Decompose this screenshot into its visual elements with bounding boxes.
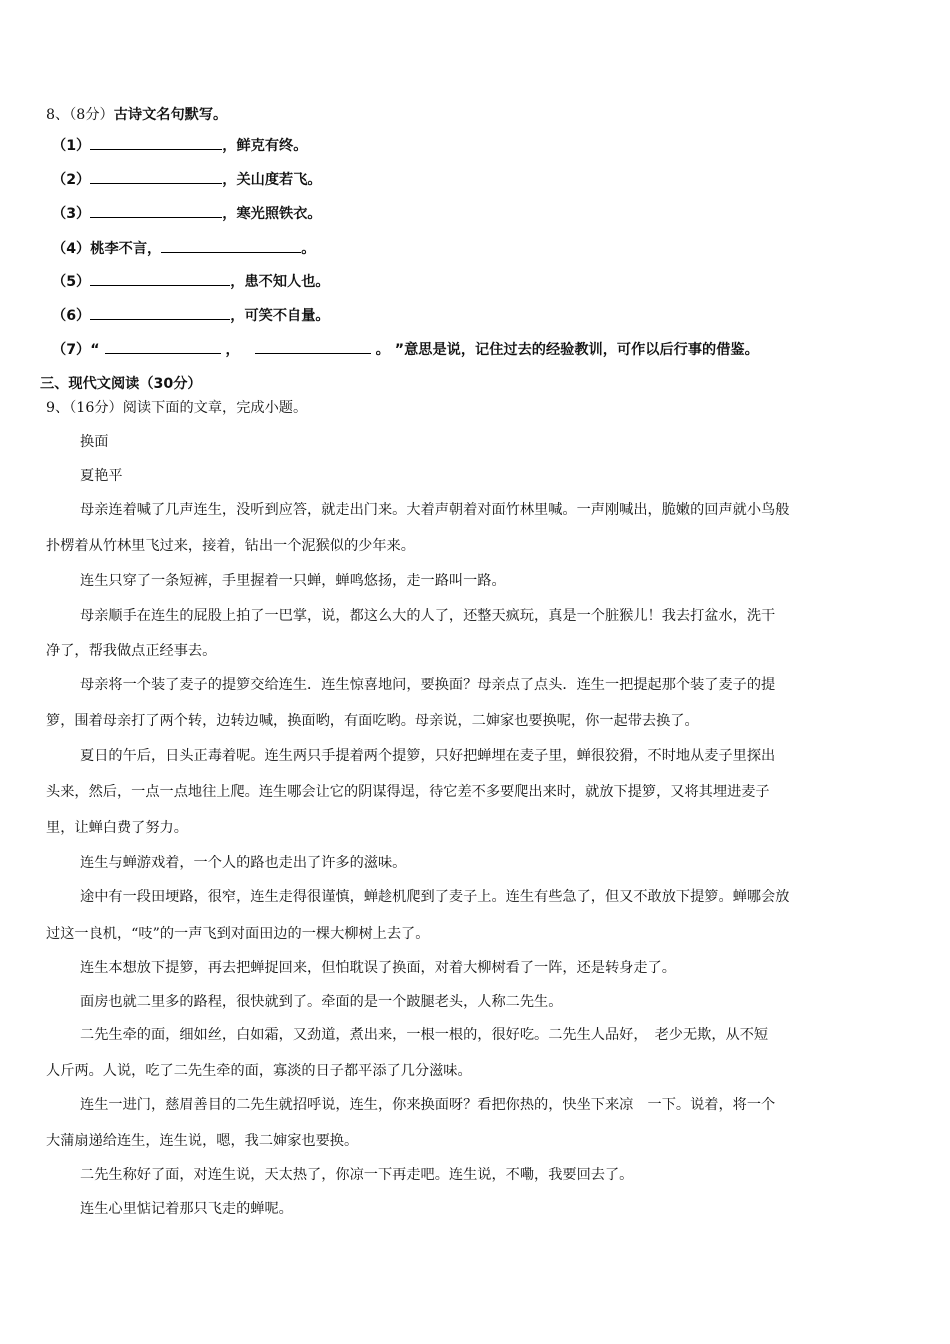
article-author: 夏艳平 xyxy=(80,468,123,484)
answer-blank[interactable] xyxy=(161,238,301,253)
article-line: 人斤两。人说，吃了二先生牵的面，寡淡的日子都平添了几分滋味。 xyxy=(46,1063,472,1079)
article-line: 二先生牵的面，细如丝，白如霜，又劲道，煮出来，一根一根的，很好吃。二先生人品好， 老少无欺，从不短 xyxy=(80,1027,769,1043)
answer-blank[interactable] xyxy=(105,339,221,354)
article-line: 箩，围着母亲打了两个转，边转边喊，换面哟，有面吃哟。母亲说，二婶家也要换呢，你一起带去换了。 xyxy=(46,713,699,729)
article-line: 扑楞着从竹林里飞过来，接着，钻出一个泥猴似的少年来。 xyxy=(46,538,415,554)
section-title: 三、现代文阅读（30分） xyxy=(40,376,202,392)
q8-header xyxy=(46,104,227,126)
article-line: 连生一进门，慈眉善目的二先生就招呼说，连生，你来换面呀？看把你热的，快坐下来凉 一下。说着，将一个 xyxy=(80,1097,776,1113)
q8-item-7: （7）“ ， 。 ”意思是说，记住过去的经验教训，可作以后行事的借鉴。 xyxy=(52,339,759,361)
answer-blank[interactable] xyxy=(90,135,222,150)
answer-blank[interactable] xyxy=(255,339,371,354)
q9-intro: 9、（16分）阅读下面的文章，完成小题。 xyxy=(46,400,308,416)
article-line: 二先生称好了面，对连生说，天太热了，你凉一下再走吧。连生说，不嘞，我要回去了。 xyxy=(80,1167,634,1183)
q8-item-4: （4）桃李不言， 。 xyxy=(52,238,315,260)
article-title: 换面 xyxy=(80,434,109,450)
q8-title: 古诗文名句默写。 xyxy=(113,107,228,123)
article-line: 连生只穿了一条短裤，手里握着一只蝉，蝉鸣悠扬，走一路叫一路。 xyxy=(80,573,506,589)
answer-blank[interactable] xyxy=(90,169,222,184)
article-line: 连生心里惦记着那只飞走的蝉呢。 xyxy=(80,1201,293,1217)
answer-blank[interactable] xyxy=(90,203,222,218)
article-line: 头来，然后，一点一点地往上爬。连生哪会让它的阴谋得逞，待它差不多要爬出来时，就放下提箩，又将其埋进麦子 xyxy=(46,784,770,800)
article-line: 过这一良机，“吱”的一声飞到对面田边的一棵大柳树上去了。 xyxy=(46,926,430,942)
article-line: 母亲连着喊了几声连生，没听到应答，就走出门来。大着声朝着对面竹林里喊。一声刚喊出，脆嫩的回声就小鸟般 xyxy=(80,502,790,518)
article-line: 连生与蝉游戏着，一个人的路也走出了许多的滋味。 xyxy=(80,855,407,871)
article-line: 连生本想放下提箩，再去把蝉捉回来，但怕耽误了换面，对着大柳树看了一阵，还是转身走了。 xyxy=(80,960,676,976)
article-line: 母亲将一个装了麦子的提箩交给连生．连生惊喜地问，要换面？母亲点了点头．连生一把提起那个装了麦子的提 xyxy=(80,677,776,693)
article-line: 母亲顺手在连生的屁股上拍了一巴掌，说，都这么大的人了，还整天疯玩，真是一个脏猴儿！我去打盆水，洗干 xyxy=(80,608,776,624)
answer-blank[interactable] xyxy=(90,305,230,320)
article-line: 面房也就二里多的路程，很快就到了。牵面的是一个跛腿老头，人称二先生。 xyxy=(80,994,563,1010)
answer-blank[interactable] xyxy=(90,271,230,286)
article-line: 净了，帮我做点正经事去。 xyxy=(46,643,217,659)
q8-item-6: （6） ，可笑不自量。 xyxy=(52,305,330,327)
q8-item-5: （5） ，患不知人也。 xyxy=(52,271,330,293)
article-line: 夏日的午后，日头正毒着呢。连生两只手提着两个提箩，只好把蝉埋在麦子里，蝉很狡猾，不时地从麦子里探出 xyxy=(80,748,776,764)
q8-item-2: （2） ，关山度若飞。 xyxy=(52,169,322,191)
article-line: 途中有一段田埂路，很窄，连生走得很谨慎，蝉趁机爬到了麦子上。连生有些急了，但又不敢放下提箩。蝉哪会放 xyxy=(80,889,790,905)
article-line: 里，让蝉白费了努力。 xyxy=(46,820,188,836)
q8-item-3: （3） ，寒光照铁衣。 xyxy=(52,203,322,225)
q8-number: 8、（8分） xyxy=(46,107,114,123)
article-line: 大蒲扇递给连生，连生说，嗯，我二婶家也要换。 xyxy=(46,1133,359,1149)
q8-item-1: （1） ，鲜克有终。 xyxy=(52,135,307,157)
